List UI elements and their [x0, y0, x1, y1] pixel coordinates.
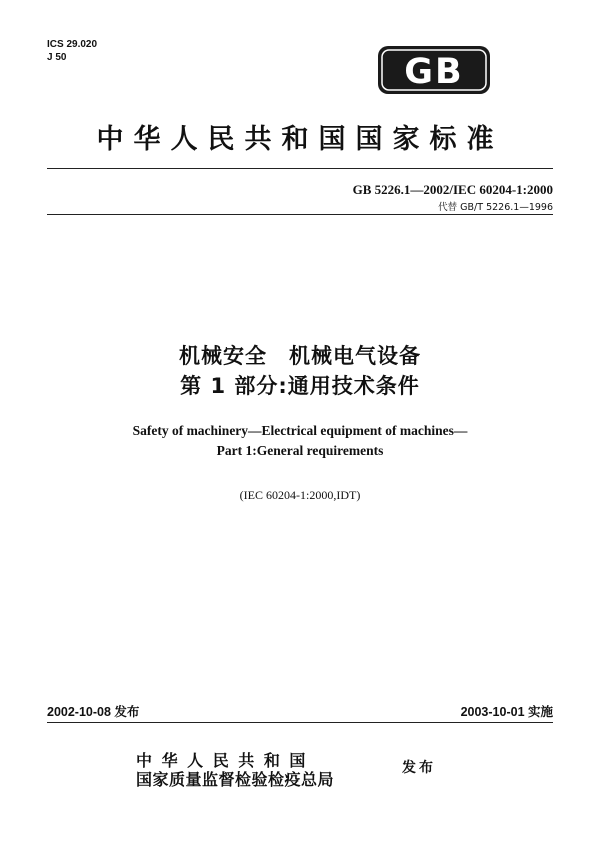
header-divider [47, 214, 553, 215]
standard-number: GB 5226.1—2002/IEC 60204-1:2000 [352, 182, 553, 197]
replaces-note: 代替 GB/T 5226.1—1996 [438, 202, 553, 213]
title-en-line2: Part 1:General requirements [216, 443, 384, 458]
adoption-note: (IEC 60204-1:2000,IDT) [239, 488, 361, 502]
issuer-line1: 中 华 人 民 共 和 国 [136, 751, 308, 770]
title-cn-line1: 机械安全 机械电气设备 [179, 344, 421, 368]
issuer-line2: 国家质量监督检验检疫总局 [136, 770, 335, 789]
top-divider [47, 168, 553, 169]
bottom-divider [47, 722, 553, 723]
title-en-line1: Safety of machinery—Electrical equipment of machines— [132, 423, 468, 438]
issue-date: 2002-10-08 发布 [47, 705, 140, 719]
publish-label: 发布 [402, 760, 436, 776]
ccs-code: J 50 [47, 52, 67, 63]
gb-logo [378, 46, 490, 94]
ics-code: ICS 29.020 [47, 39, 98, 50]
classification-codes [47, 38, 97, 64]
national-standard-heading: 中华人民共和国国家标准 [96, 124, 504, 155]
title-cn-line2: 第 1 部分:通用技术条件 [180, 374, 420, 398]
implementation-date: 2003-10-01 实施 [460, 705, 553, 719]
logo-text: GB [404, 52, 464, 92]
